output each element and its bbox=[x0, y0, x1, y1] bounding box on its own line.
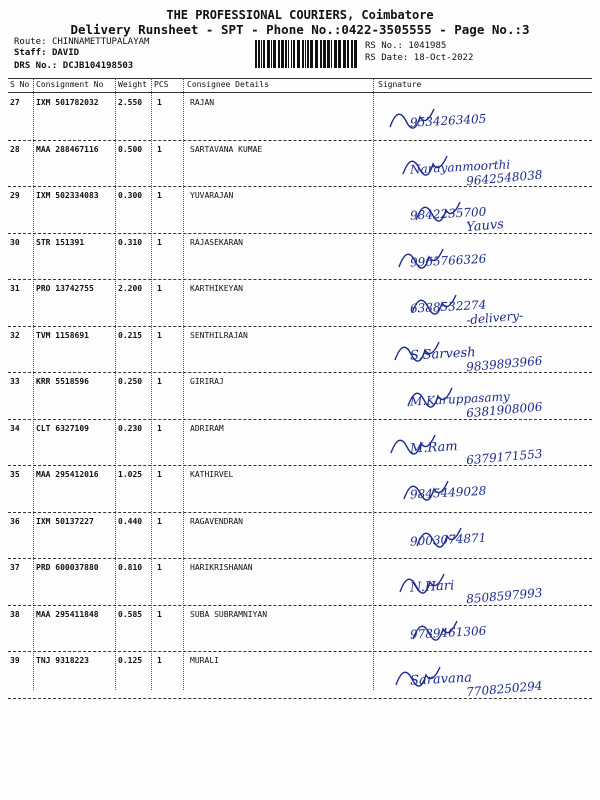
signature-handwriting: 9839893966 bbox=[465, 353, 543, 374]
row-pcs: 1 bbox=[157, 423, 162, 433]
handwritten-signature bbox=[370, 655, 592, 699]
signature-handwriting: 8508597993 bbox=[465, 585, 543, 607]
barcode-bar bbox=[310, 40, 313, 68]
col-header-consignee: Consignee Details bbox=[187, 80, 269, 89]
route-line bbox=[14, 37, 149, 47]
row-consignee: SUBA SUBRAMNIYAN bbox=[190, 609, 268, 619]
row-weight: 0.215 bbox=[118, 330, 143, 340]
row-consignee: KARTHIKEYAN bbox=[190, 284, 243, 293]
signature-handwriting: S.Sarvesh bbox=[409, 344, 476, 364]
row-pcs: 1 bbox=[157, 330, 162, 340]
row-pcs: 1 bbox=[157, 516, 162, 526]
col-header-pcs: PCS bbox=[154, 80, 169, 89]
row-sno: 32 bbox=[10, 330, 20, 340]
signature-handwriting: M.Ram bbox=[409, 438, 459, 457]
row-separator bbox=[8, 140, 592, 141]
col-header-signature: Signature bbox=[378, 80, 422, 89]
row-signature bbox=[370, 237, 592, 281]
row-pcs: 1 bbox=[157, 237, 162, 247]
signature-handwriting: N.Hari bbox=[409, 578, 455, 596]
drs-value: DCJB104198503 bbox=[62, 61, 134, 71]
barcode-bar bbox=[293, 40, 295, 68]
signature-handwriting: Narayanmoorthi bbox=[409, 156, 511, 177]
col-header-weight: Weight bbox=[118, 80, 147, 89]
row-consignment-no: TVM 1158691 bbox=[36, 330, 89, 340]
barcode-bar bbox=[271, 40, 272, 68]
handwritten-signature bbox=[370, 237, 592, 281]
rs-date-label: RS Date: bbox=[365, 53, 409, 63]
row-weight: 2.200 bbox=[118, 284, 143, 293]
handwritten-signature bbox=[370, 144, 592, 188]
row-sno: 30 bbox=[10, 237, 20, 247]
row-weight: 0.585 bbox=[118, 609, 143, 619]
row-weight: 0.440 bbox=[118, 516, 143, 526]
row-signature bbox=[370, 516, 592, 560]
row-consignment-no: MAA 295412016 bbox=[36, 470, 99, 479]
row-pcs: 1 bbox=[157, 470, 162, 479]
handwritten-signature bbox=[370, 516, 592, 560]
row-weight: 2.550 bbox=[118, 98, 143, 107]
signature-handwriting: 6379171553 bbox=[465, 446, 543, 467]
row-consignee: RAGAVENDRAN bbox=[190, 516, 243, 526]
staff-value: DAVID bbox=[51, 48, 80, 58]
drs-line bbox=[14, 61, 133, 71]
barcode-bar bbox=[338, 40, 341, 68]
row-weight: 0.250 bbox=[118, 377, 143, 386]
col-divider bbox=[151, 78, 152, 690]
barcode-bar bbox=[267, 40, 270, 68]
signature-handwriting: 9789461306 bbox=[409, 623, 487, 642]
barcode-bar bbox=[351, 40, 353, 68]
row-consignee: MURALI bbox=[190, 656, 219, 665]
barcode-bar bbox=[307, 40, 309, 68]
signature-handwriting: -delivery- bbox=[465, 308, 524, 328]
signature-handwriting: 9642548038 bbox=[465, 167, 543, 188]
barcode-bar bbox=[354, 40, 357, 68]
row-signature bbox=[370, 609, 592, 653]
barcode-bar bbox=[291, 40, 292, 68]
title-runsheet: Delivery Runsheet - SPT - Phone No.:0422-3505555 - Page No.:3 bbox=[70, 22, 530, 37]
col-header-consignment: Consignment No bbox=[36, 80, 104, 89]
rs-no-line bbox=[365, 41, 446, 51]
row-separator bbox=[8, 279, 592, 280]
row-sno: 38 bbox=[10, 609, 20, 619]
row-pcs: 1 bbox=[157, 377, 162, 386]
row-sno: 39 bbox=[10, 656, 20, 665]
signature-handwriting: 9842235700 bbox=[409, 204, 487, 223]
row-signature bbox=[370, 330, 592, 374]
col-header-sno: S No bbox=[10, 80, 30, 89]
barcode-bar bbox=[255, 40, 257, 68]
row-signature bbox=[370, 97, 592, 141]
row-separator bbox=[8, 326, 592, 327]
barcode-bar bbox=[285, 40, 287, 68]
handwritten-signature bbox=[370, 469, 592, 513]
staff-line bbox=[14, 48, 79, 58]
row-consignment-no: IXM 501782032 bbox=[36, 98, 99, 107]
barcode-bar bbox=[343, 40, 346, 68]
signature-handwriting: 7708250294 bbox=[465, 678, 543, 700]
row-separator bbox=[8, 419, 592, 420]
row-weight: 0.310 bbox=[118, 237, 143, 247]
handwritten-signature bbox=[370, 423, 592, 467]
row-weight: 0.810 bbox=[118, 563, 143, 572]
route-value: CHINNAMETTUPALAYAM bbox=[51, 37, 150, 47]
handwritten-signature bbox=[370, 330, 592, 374]
row-consignee: SENTHILRAJAN bbox=[190, 330, 248, 340]
row-sno: 37 bbox=[10, 563, 20, 572]
row-consignee: YUVARAJAN bbox=[190, 191, 234, 200]
rs-date-line bbox=[365, 53, 473, 63]
barcode-bar bbox=[258, 40, 260, 68]
barcode-bar bbox=[278, 40, 280, 68]
row-sno: 31 bbox=[10, 284, 20, 293]
row-separator bbox=[8, 605, 592, 606]
row-sno: 34 bbox=[10, 423, 20, 433]
row-separator bbox=[8, 465, 592, 466]
row-consignment-no: KRR 5518596 bbox=[36, 377, 89, 386]
handwritten-signature bbox=[370, 283, 592, 327]
row-pcs: 1 bbox=[157, 191, 162, 200]
barcode-bar bbox=[302, 40, 304, 68]
row-sno: 27 bbox=[10, 98, 20, 107]
row-separator bbox=[8, 186, 592, 187]
barcode-bar bbox=[320, 40, 322, 68]
handwritten-signature bbox=[370, 376, 592, 420]
row-sno: 35 bbox=[10, 470, 20, 479]
row-sno: 29 bbox=[10, 191, 20, 200]
row-consignee: RAJAN bbox=[190, 98, 215, 107]
barcode-bar bbox=[281, 40, 284, 68]
row-consignee: ADRIRAM bbox=[190, 423, 224, 433]
barcode-bar bbox=[347, 40, 349, 68]
row-signature bbox=[370, 423, 592, 467]
barcode-bar bbox=[323, 40, 326, 68]
row-signature bbox=[370, 655, 592, 699]
row-pcs: 1 bbox=[157, 563, 162, 572]
row-consignee: KATHIRVEL bbox=[190, 470, 234, 479]
staff-label: Staff: bbox=[14, 48, 47, 58]
row-separator bbox=[8, 651, 592, 652]
row-consignment-no: IXM 502334083 bbox=[36, 191, 99, 200]
row-separator bbox=[8, 512, 592, 513]
row-consignee: RAJASEKARAN bbox=[190, 237, 243, 247]
barcode-bar bbox=[273, 40, 276, 68]
row-pcs: 1 bbox=[157, 144, 162, 154]
row-consignment-no: TNJ 9318223 bbox=[36, 656, 89, 665]
row-separator bbox=[8, 558, 592, 559]
row-separator bbox=[8, 233, 592, 234]
signature-handwriting: 9003074871 bbox=[409, 530, 487, 549]
row-pcs: 1 bbox=[157, 656, 162, 665]
row-pcs: 1 bbox=[157, 98, 162, 107]
row-weight: 0.230 bbox=[118, 423, 143, 433]
row-pcs: 1 bbox=[157, 609, 162, 619]
handwritten-signature bbox=[370, 562, 592, 606]
row-sno: 28 bbox=[10, 144, 20, 154]
row-consignee: GIRIRAJ bbox=[190, 377, 224, 386]
barcode-bar bbox=[331, 40, 332, 68]
signature-handwriting: 9845449028 bbox=[409, 483, 487, 502]
row-consignment-no: IXM 50137227 bbox=[36, 516, 94, 526]
row-signature bbox=[370, 190, 592, 234]
row-separator bbox=[8, 372, 592, 373]
barcode-bar bbox=[263, 40, 265, 68]
barcode-bar bbox=[261, 40, 262, 68]
barcode-bar bbox=[327, 40, 330, 68]
row-consignment-no: MAA 288467116 bbox=[36, 144, 99, 154]
row-sno: 33 bbox=[10, 377, 20, 386]
barcode-bar bbox=[305, 40, 306, 68]
col-divider bbox=[115, 78, 116, 690]
col-divider bbox=[33, 78, 34, 690]
rs-no-value: 1041985 bbox=[408, 41, 447, 51]
barcode bbox=[255, 40, 357, 68]
row-consignment-no: PRO 13742755 bbox=[36, 284, 94, 293]
row-weight: 0.125 bbox=[118, 656, 143, 665]
row-signature bbox=[370, 376, 592, 420]
row-signature bbox=[370, 469, 592, 513]
rs-no-label: RS No.: bbox=[365, 41, 403, 51]
drs-label: DRS No.: bbox=[14, 61, 58, 71]
signature-handwriting: Saravana bbox=[409, 670, 473, 689]
row-consignment-no: MAA 295411848 bbox=[36, 609, 99, 619]
title-company: THE PROFESSIONAL COURIERS, Coimbatore bbox=[166, 8, 434, 22]
row-signature bbox=[370, 562, 592, 606]
row-consignment-no: CLT 6327109 bbox=[36, 423, 89, 433]
barcode-bar bbox=[288, 40, 289, 68]
row-consignment-no: STR 151391 bbox=[36, 237, 85, 247]
header-bottom-border bbox=[8, 92, 592, 93]
row-consignee: SARTAVANA KUMAE bbox=[190, 144, 263, 154]
signature-handwriting: 6388532274 bbox=[409, 297, 487, 316]
row-consignee: HARIKRISHANAN bbox=[190, 563, 253, 572]
row-signature bbox=[370, 144, 592, 188]
signature-handwriting: M.Karuppasamy bbox=[409, 389, 511, 409]
barcode-bar bbox=[315, 40, 318, 68]
barcode-bar bbox=[334, 40, 337, 68]
signature-handwriting: 9534263405 bbox=[409, 111, 487, 130]
signature-handwriting: 9965766326 bbox=[409, 251, 487, 270]
handwritten-signature bbox=[370, 609, 592, 653]
rs-date-value: 18-Oct-2022 bbox=[413, 53, 474, 63]
col-divider bbox=[183, 78, 184, 690]
row-sno: 36 bbox=[10, 516, 20, 526]
row-pcs: 1 bbox=[157, 284, 162, 293]
signature-handwriting: 6381908006 bbox=[465, 399, 543, 421]
signature-handwriting: Yauvs bbox=[465, 216, 505, 236]
handwritten-signature bbox=[370, 97, 592, 141]
handwritten-signature bbox=[370, 190, 592, 234]
row-signature bbox=[370, 283, 592, 327]
row-weight: 1.025 bbox=[118, 470, 143, 479]
barcode-bar bbox=[297, 40, 300, 68]
row-weight: 0.300 bbox=[118, 191, 143, 200]
route-label: Route: bbox=[14, 37, 47, 47]
table-top-border bbox=[8, 78, 592, 79]
row-consignment-no: PRD 600037880 bbox=[36, 563, 99, 572]
row-separator bbox=[8, 698, 592, 699]
row-weight: 0.500 bbox=[118, 144, 143, 154]
